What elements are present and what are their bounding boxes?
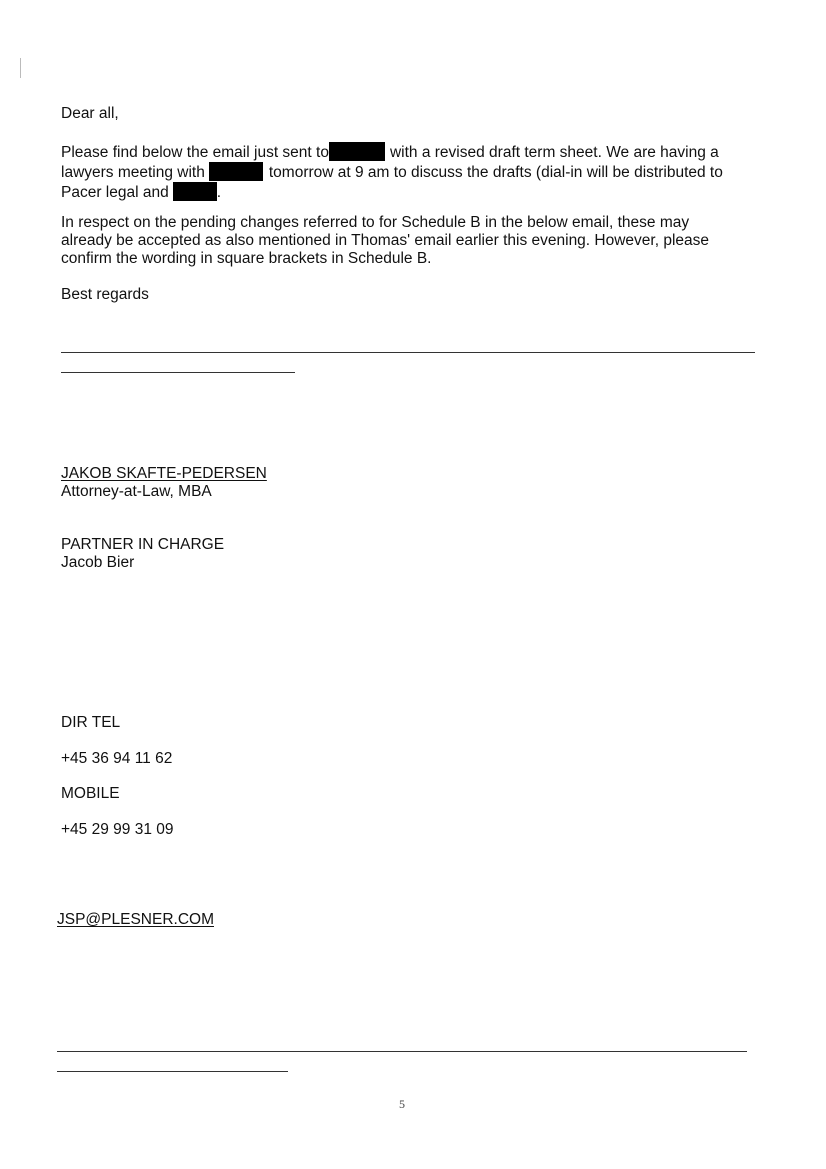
redaction-box — [209, 162, 263, 181]
partner-label: PARTNER IN CHARGE — [61, 536, 225, 553]
dir-tel-value: +45 36 94 11 62 — [61, 750, 173, 767]
closing: Best regards — [61, 286, 149, 303]
para1-line1-end: with a revised draft term sheet. We are having a — [389, 144, 719, 161]
paragraph-2 — [61, 214, 761, 268]
scan-speck-top-left — [20, 58, 21, 78]
para1-line1-start: Please find below the email just sent to — [61, 144, 329, 161]
footer-rule-short — [57, 1071, 288, 1072]
para1-line2-end: tomorrow at 9 am to discuss the drafts (dial-in will be distributed to — [268, 164, 723, 181]
footer-rule-long — [57, 1051, 747, 1052]
para1-line3-start: Pacer legal and — [61, 184, 169, 201]
partner-name: Jacob Bier — [61, 554, 135, 571]
para2-line3: confirm the wording in square brackets in Schedule B. — [61, 250, 432, 267]
separator-rule-short — [61, 372, 295, 373]
para1-line3-end: . — [216, 184, 222, 201]
paragraph-1 — [61, 142, 761, 202]
para2-line2: already be accepted as also mentioned in Thomas' email earlier this evening. However, please — [61, 232, 710, 249]
page-number: 5 — [399, 1097, 405, 1111]
para2-line1: In respect on the pending changes referred to for Schedule B in the below email, these may — [61, 214, 690, 231]
redaction-box — [329, 142, 385, 161]
signature-title: Attorney-at-Law, MBA — [61, 483, 212, 500]
separator-rule-long — [61, 352, 755, 353]
mobile-label: MOBILE — [61, 785, 120, 802]
para1-line2-start: lawyers meeting with — [61, 164, 205, 181]
dir-tel-label: DIR TEL — [61, 714, 121, 731]
redaction-box — [173, 182, 217, 201]
signature-name-link[interactable]: JAKOB SKAFTE-PEDERSEN — [61, 465, 267, 482]
mobile-value: +45 29 99 31 09 — [61, 821, 174, 838]
greeting: Dear all, — [61, 105, 119, 122]
email-link[interactable]: JSP@PLESNER.COM — [57, 911, 214, 928]
